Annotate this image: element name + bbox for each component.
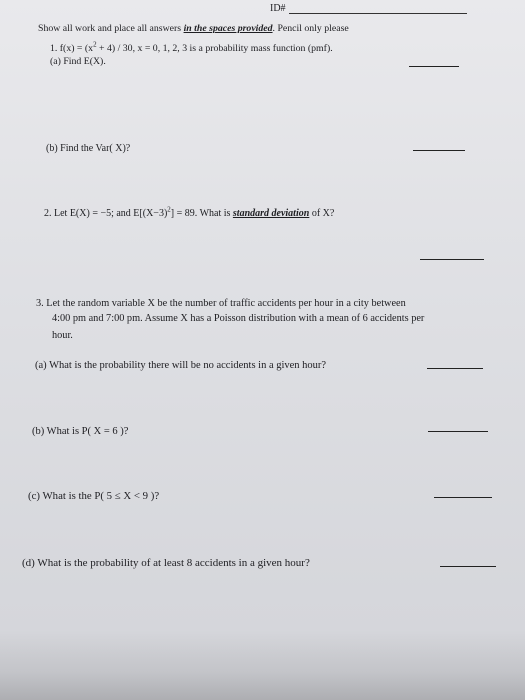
q1a-answer-line: [409, 66, 459, 67]
q2-sup: 2: [167, 205, 171, 214]
q3d-text: (d) What is the probability of at least 8 accidents in a given hour?: [22, 557, 310, 569]
q3-line3: hour.: [52, 330, 73, 341]
q3d-answer-line: [440, 566, 496, 567]
q3-line2: 4:00 pm and 7:00 pm. Assume X has a Poisson distribution with a mean of 6 accidents per: [52, 313, 425, 324]
q2-middle: ] = 89. What is: [170, 208, 233, 219]
q3b-text: (b) What is P( X = 6 )?: [32, 426, 129, 437]
id-label: ID#: [270, 3, 286, 14]
q3a-answer-line: [427, 368, 483, 369]
q1-stem-b: + 4) / 30, x = 0, 1, 2, 3 is a probability mass function (pmf).: [96, 43, 333, 54]
instructions-suffix: . Pencil only please: [272, 23, 349, 34]
q1-stem: [50, 42, 333, 55]
q2-prefix: 2. Let E(X) = −5; and E[(X−3): [44, 208, 168, 219]
q2-text: [44, 207, 334, 220]
q3c-text: (c) What is the P( 5 ≤ X < 9 )?: [28, 490, 160, 502]
instructions-prefix: Show all work and place all answers: [38, 23, 182, 34]
q1b-answer-line: [413, 150, 465, 151]
q3b-answer-line: [428, 431, 488, 432]
q3c-answer-line: [434, 497, 492, 498]
q1a-text: (a) Find E(X).: [50, 56, 106, 67]
q1-stem-sup: 2: [93, 40, 97, 49]
instructions-emphasis: in the spaces provided: [183, 23, 273, 34]
id-answer-line: [289, 13, 467, 14]
q3a-text: (a) What is the probability there will be no accidents in a given hour?: [35, 360, 327, 371]
q3-line1: 3. Let the random variable X be the number of traffic accidents per hour in a city between: [36, 298, 406, 309]
q2-suffix: of X?: [309, 208, 335, 219]
page-bottom-shadow: [0, 630, 525, 700]
q1b-text: (b) Find the Var( X)?: [46, 143, 131, 154]
q2-emphasis: standard deviation: [232, 208, 310, 219]
q1-stem-a: 1. f(x) = (x: [50, 43, 94, 54]
instructions: [38, 22, 349, 35]
q2-answer-line: [420, 259, 484, 260]
